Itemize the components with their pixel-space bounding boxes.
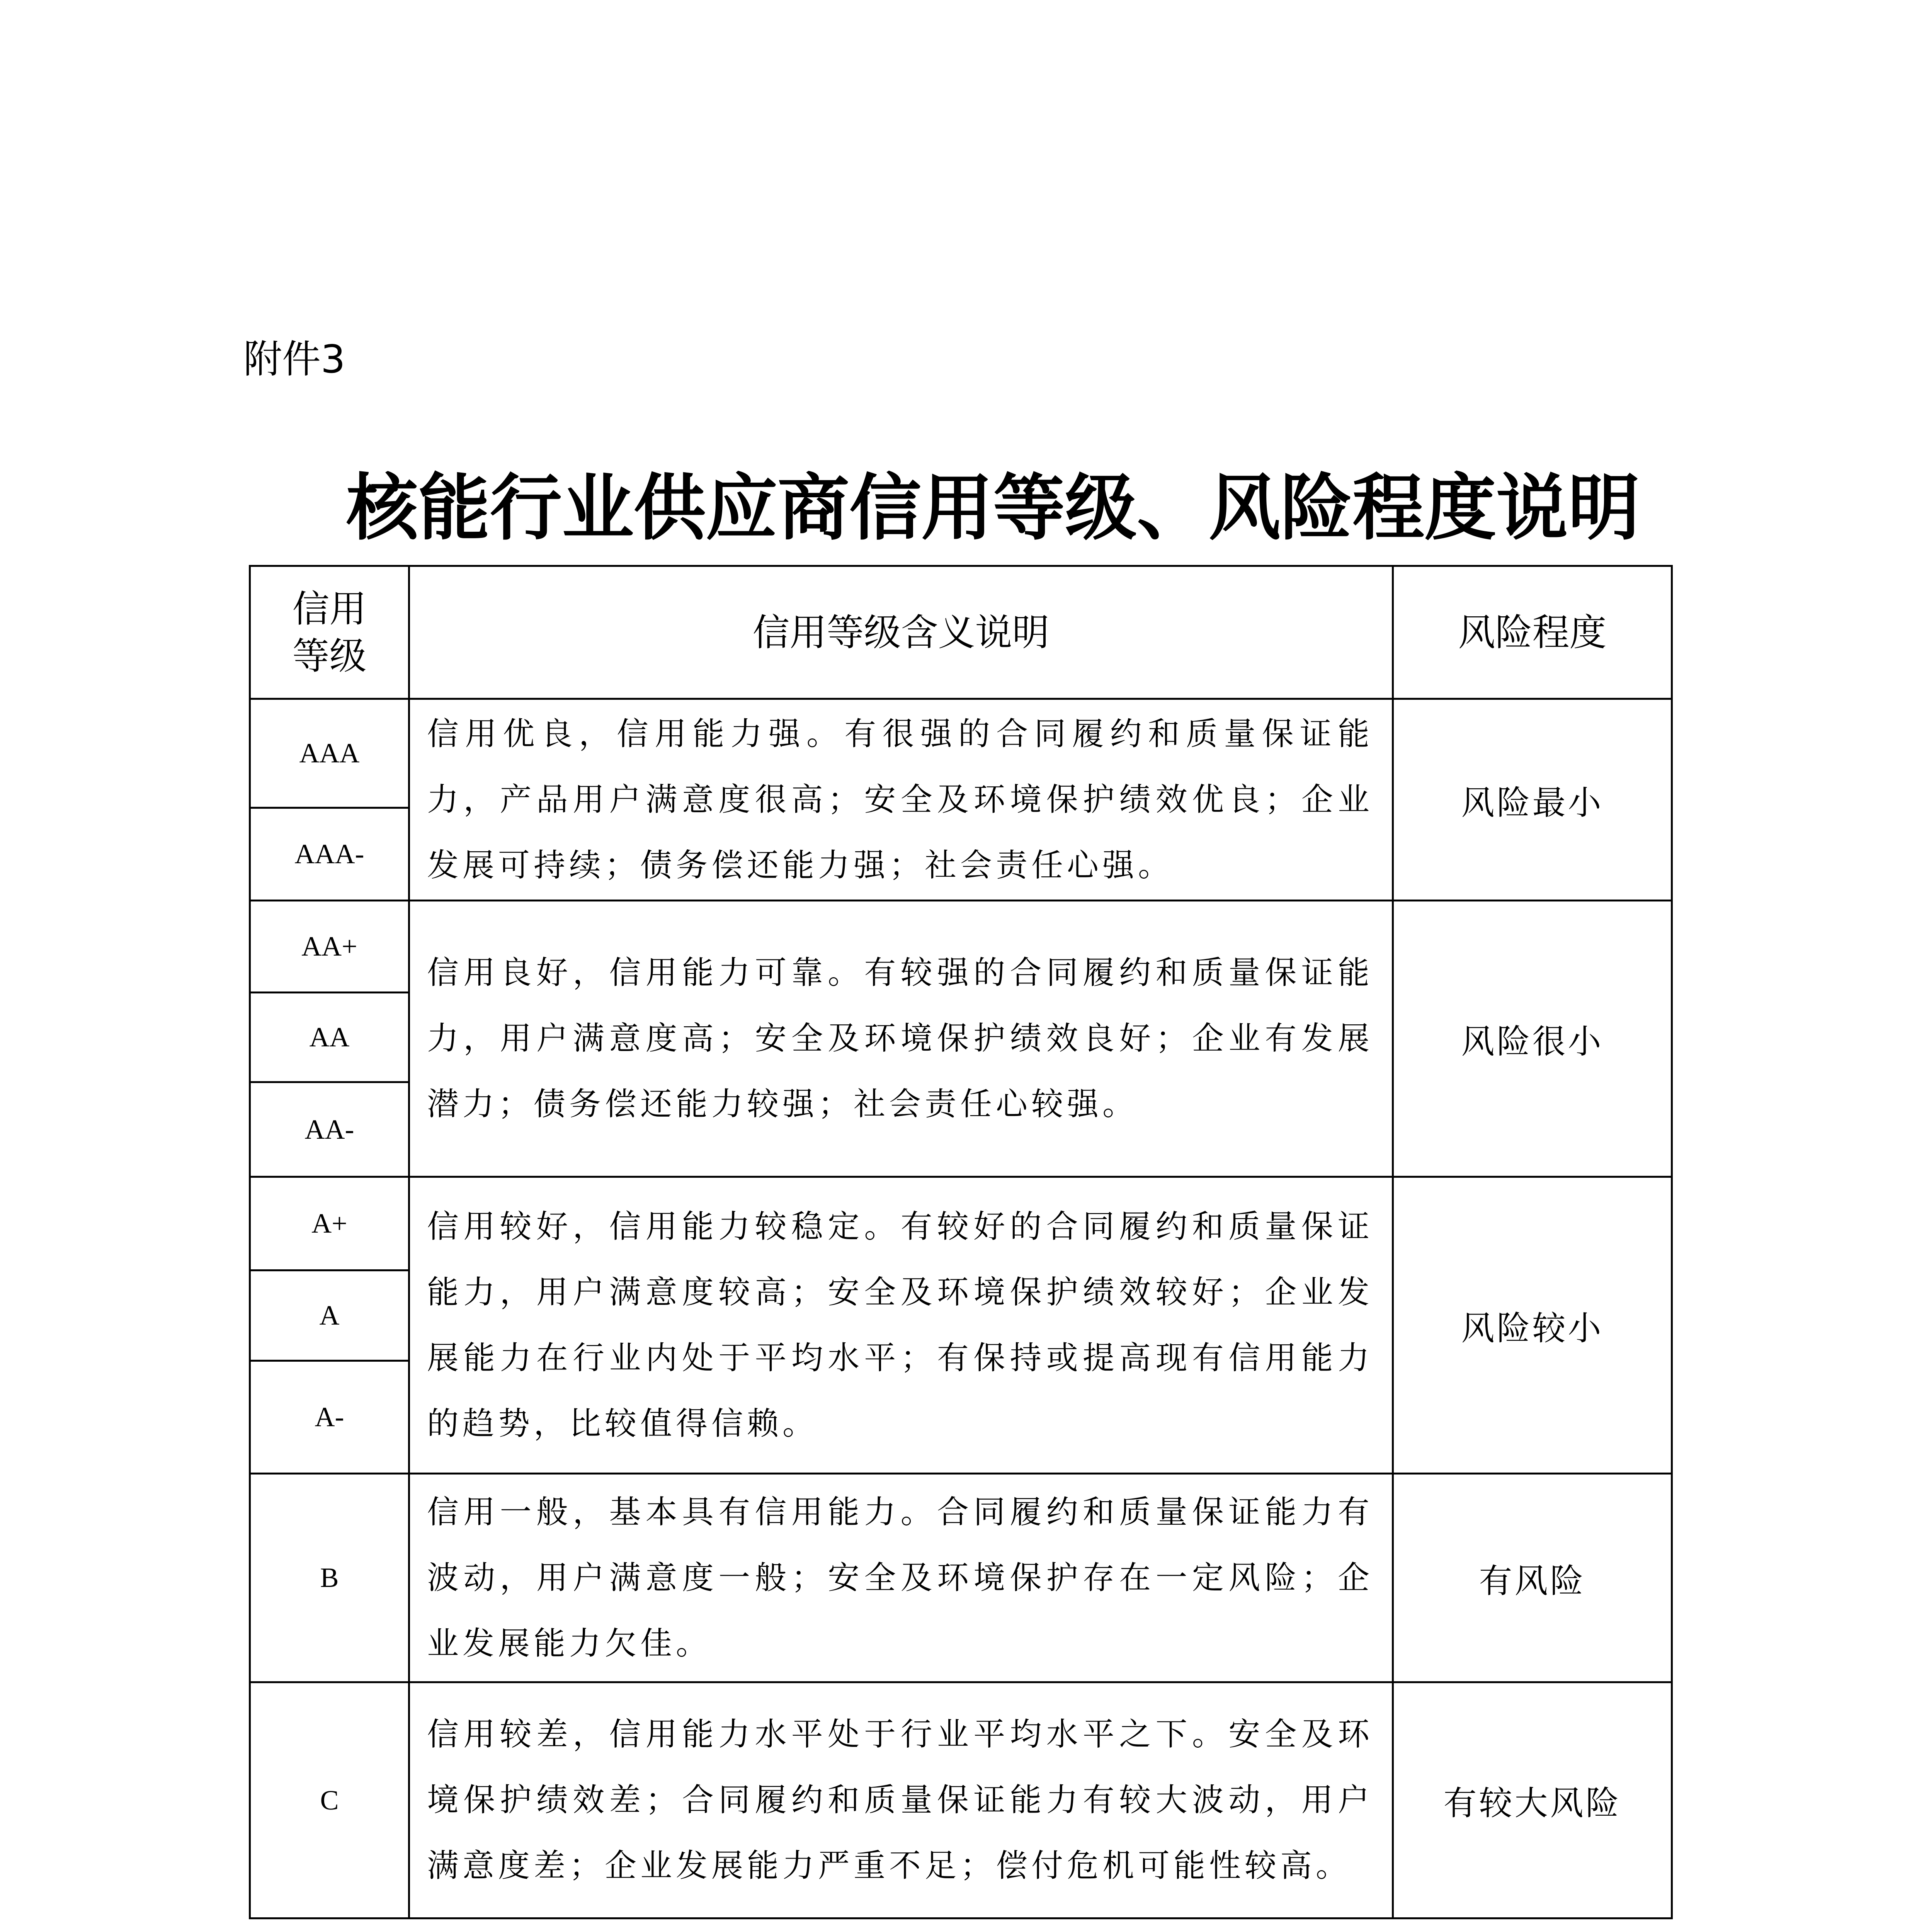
risk-level-cell: 有风险 [1393, 1474, 1672, 1682]
table-row [250, 699, 1672, 808]
grade-cell: A [250, 1270, 409, 1361]
grade-description-cell: 信用优良，信用能力强。有很强的合同履约和质量保证能力，产品用户满意度很高；安全及环境保护绩效优良；企业发展可持续；债务偿还能力强；社会责任心强。 [409, 699, 1393, 901]
table-header-row [250, 566, 1672, 699]
table-row [250, 1682, 1672, 1918]
grade-cell: AA+ [250, 901, 409, 993]
grade-cell: AAA [250, 699, 409, 808]
credit-grade-table [249, 565, 1673, 1919]
table-row [250, 901, 1672, 993]
header-credit-grade-line2: 等级 [292, 634, 367, 678]
header-grade-meaning: 信用等级含义说明 [409, 566, 1393, 699]
attachment-label: 附件3 [243, 337, 345, 382]
grade-cell: C [250, 1682, 409, 1918]
header-risk-level: 风险程度 [1393, 566, 1672, 699]
risk-level-cell: 风险较小 [1393, 1177, 1672, 1474]
table-row [250, 1474, 1672, 1682]
table-row [250, 1177, 1672, 1270]
grade-cell: AA [250, 993, 409, 1082]
grade-cell: A- [250, 1361, 409, 1474]
grade-cell: AAA- [250, 808, 409, 901]
risk-level-cell: 风险最小 [1393, 699, 1672, 901]
grade-cell: AA- [250, 1082, 409, 1177]
risk-level-cell: 风险很小 [1393, 901, 1672, 1177]
grade-description-cell: 信用一般，基本具有信用能力。合同履约和质量保证能力有波动，用户满意度一般；安全及环境保护存在一定风险；企业发展能力欠佳。 [409, 1474, 1393, 1682]
grade-cell: B [250, 1474, 409, 1682]
header-credit-grade-line1: 信用 [292, 587, 367, 631]
document-title: 核能行业供应商信用等级、风险程度说明 [346, 466, 1640, 550]
grade-description-cell: 信用较差，信用能力水平处于行业平均水平之下。安全及环境保护绩效差；合同履约和质量保证能力有较大波动，用户满意度差；企业发展能力严重不足；偿付危机可能性较高。 [409, 1682, 1393, 1918]
grade-description-cell: 信用较好，信用能力较稳定。有较好的合同履约和质量保证能力，用户满意度较高；安全及环境保护绩效较好；企业发展能力在行业内处于平均水平；有保持或提高现有信用能力的趋势，比较值得信赖。 [409, 1177, 1393, 1474]
risk-level-cell: 有较大风险 [1393, 1682, 1672, 1918]
grade-cell: A+ [250, 1177, 409, 1270]
grade-description-cell: 信用良好，信用能力可靠。有较强的合同履约和质量保证能力，用户满意度高；安全及环境保护绩效良好；企业有发展潜力；债务偿还能力较强；社会责任心较强。 [409, 901, 1393, 1177]
header-credit-grade [250, 566, 409, 699]
